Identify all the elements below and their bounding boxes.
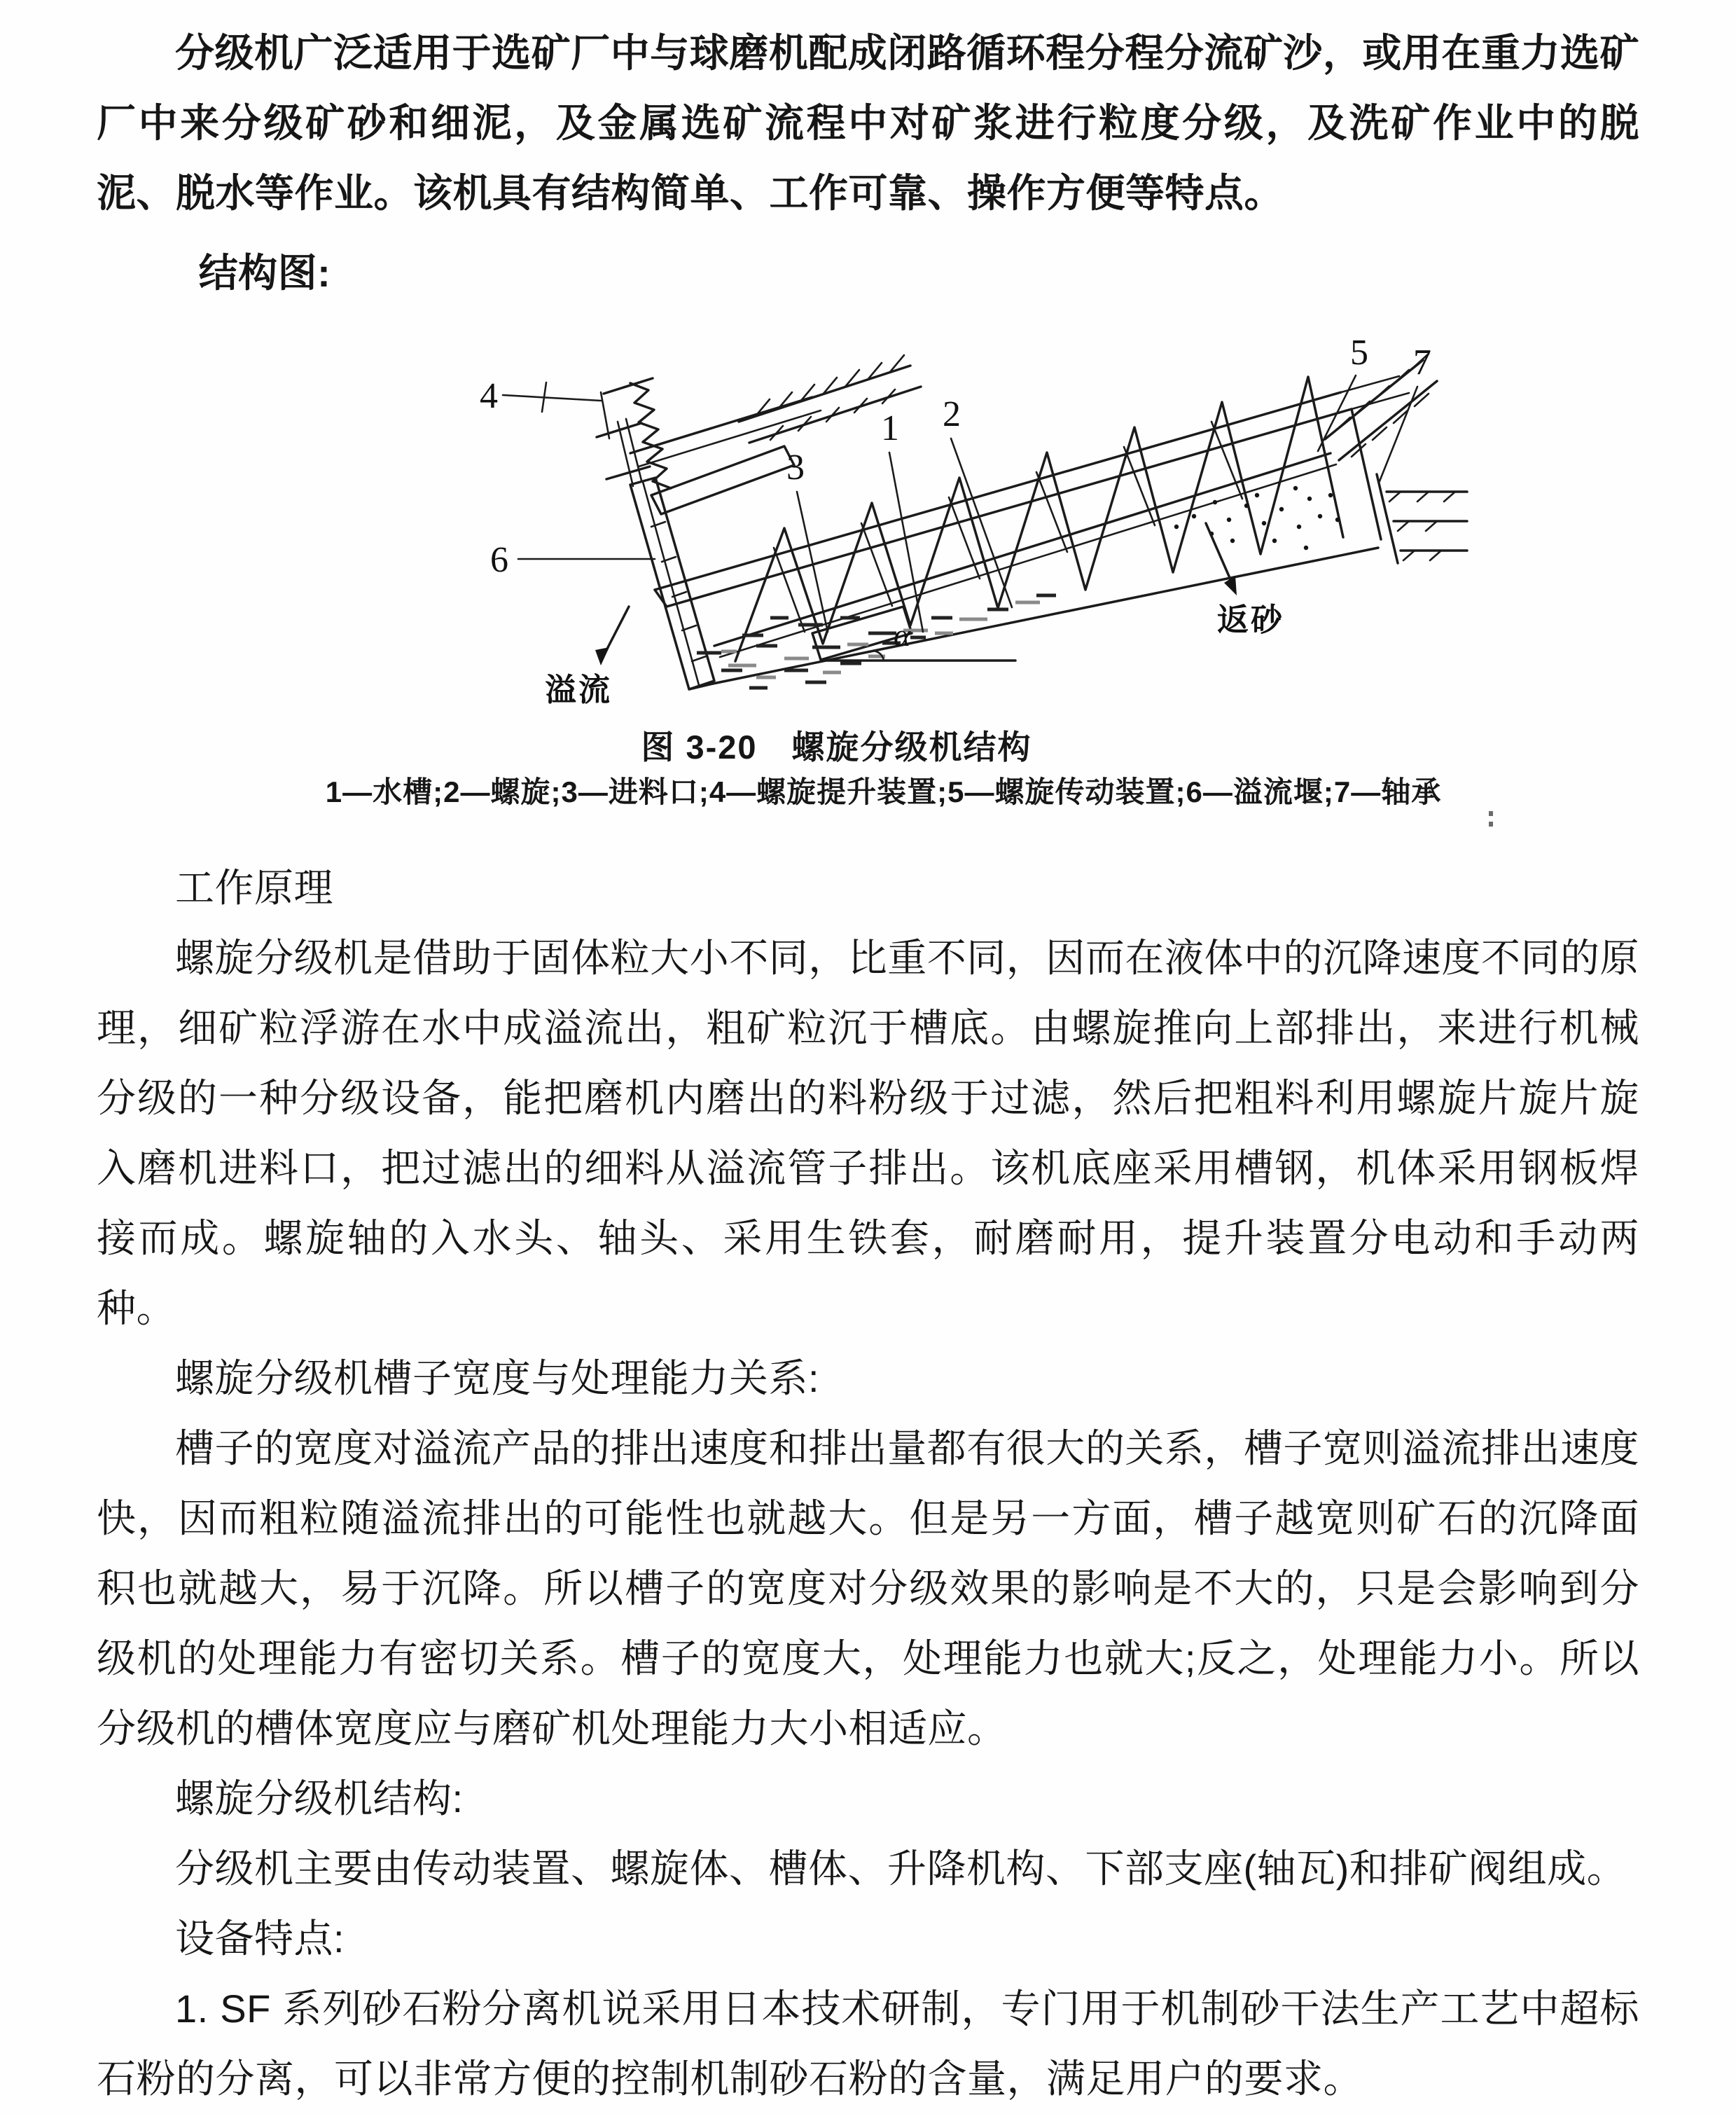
structure-diagram-heading: 结构图: xyxy=(198,251,331,295)
channel-width-paragraph: 槽子的宽度对溢流产品的排出速度和排出量都有很大的关系，槽子宽则溢流排出速度快，因而粗粒随溢流排出的可能性也就越大。但是另一方面，槽子越宽则矿石的沉降面积也就越大，易于沉降。所以槽子的宽度对分级效果的影响是不大的，只是会影响到分级机的处理能力有密切关系。槽子的宽度大，处理能力也就大;反之，处理能力小。所以分级机的槽体宽度应与磨矿机处理能力大小相适应。 xyxy=(97,1426,1639,1750)
part-label-4: 4 xyxy=(480,376,498,416)
part-label-6: 6 xyxy=(490,540,508,580)
leader-line-7 xyxy=(1380,387,1417,481)
part-label-3: 3 xyxy=(786,448,805,488)
spiral-classifier-diagram xyxy=(420,317,1471,723)
scan-artifact-dot xyxy=(1489,811,1494,829)
working-principle-heading: 工作原理 xyxy=(175,866,333,910)
part-label-1: 1 xyxy=(881,408,899,448)
figure-3-20 xyxy=(0,317,1736,813)
part-label-7: 7 xyxy=(1413,343,1431,382)
channel-width-heading: 螺旋分级机槽子宽度与处理能力关系: xyxy=(175,1356,820,1400)
part-label-5: 5 xyxy=(1350,333,1368,373)
leader-line-5 xyxy=(1318,375,1356,451)
composition-paragraph: 分级机主要由传动装置、螺旋体、槽体、升降机构、下部支座(轴瓦)和排矿阀组成。 xyxy=(175,1846,1627,1891)
principle-paragraph: 螺旋分级机是借助于固体粒大小不同，比重不同，因而在液体中的沉降速度不同的原理，细矿粒浮游在水中成溢流出，粗矿粒沉于槽底。由螺旋推向上部排出，来进行机械分级的一种分级设备，能把磨机内磨出的料粉级于过滤，然后把粗料利用螺旋片旋片旋入磨机进料口，把过滤出的细料从溢流管子排出。该机底座采用槽钢，机体采用钢板焊接而成。螺旋轴的入水头、轴头、采用生铁套，耐磨耐用，提升装置分电动和手动两种。 xyxy=(97,936,1639,1330)
figure-caption: 图 3-20 螺旋分级机结构 xyxy=(641,728,1032,766)
return-sand-arrow xyxy=(1206,523,1232,584)
structure-section-heading: 螺旋分级机结构: xyxy=(175,1776,464,1821)
water-dashes xyxy=(697,595,1056,688)
tie-rod xyxy=(630,397,812,453)
features-heading: 设备特点: xyxy=(175,1916,345,1961)
leader-line-4 xyxy=(503,382,601,412)
hatch-wall-right xyxy=(1325,354,1467,563)
lifting-device xyxy=(597,378,671,488)
return-sand-label: 返砂 xyxy=(1217,602,1285,637)
intro-paragraph: 分级机广泛适用于选矿厂中与球磨机配成闭路循环程分程分流矿沙，或用在重力选矿厂中来分级矿砂和细泥，及金属选矿流程中对矿浆进行粒度分级，及洗矿作业中的脱泥、脱水等作业。该机具有结构简单、工作可靠、操作方便等特点。 xyxy=(97,31,1639,215)
overflow-label: 溢流 xyxy=(545,672,613,707)
part-label-2: 2 xyxy=(943,394,961,434)
feature-item-1: 1. SF 系列砂石粉分离机说采用日本技术研制，专门用于机制砂干法生产工艺中超标石粉的分离，可以非常方便的控制机制砂石粉的含量，满足用户的要求。 xyxy=(97,1987,1639,2101)
alpha-label: α xyxy=(894,617,911,653)
figure-legend: 1—水槽;2—螺旋;3—进料口;4—螺旋提升装置;5—螺旋传动装置;6—溢流堰;7—轴承 xyxy=(325,775,1442,808)
